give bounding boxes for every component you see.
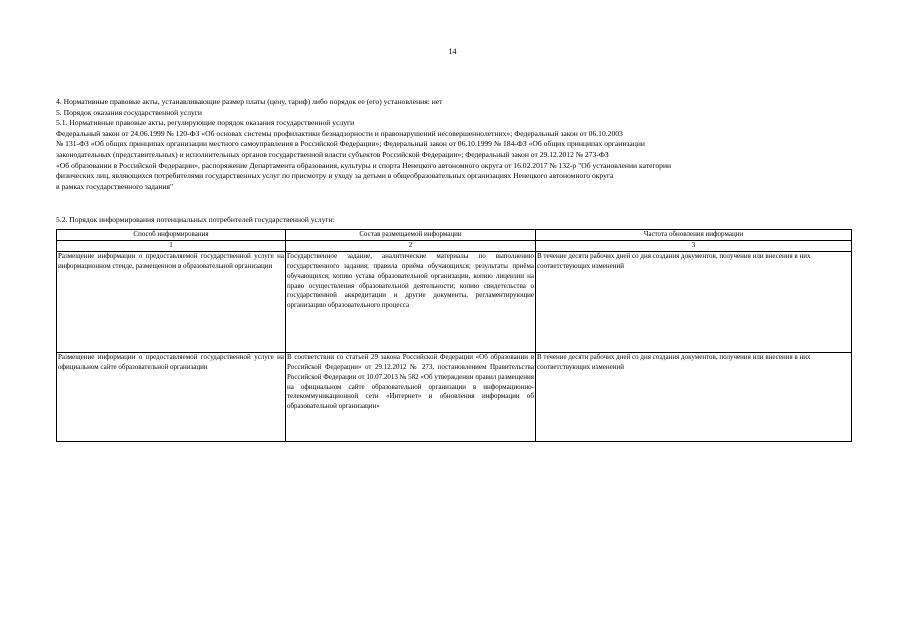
paragraph-law-line: «Об образовании в Российской Федерации», распоряжение Департамента образования, культуры и спорта Ненецкого автономного округа от 16.02.2017 № 132-р "Об установлении категории <box>56 160 672 170</box>
table-row <box>57 352 852 441</box>
cell-frequency: В течение десяти рабочих дней со дня создания документов, получения или внесения в них соответствующих изменений <box>536 352 852 441</box>
cell-method: Размещение информации о предоставляемой государственной услуге на официальном сайте образовательной организации <box>57 352 286 441</box>
paragraph-payment-acts: 4. Нормативные правовые акты, устанавливающие размер платы (цену, тариф) либо порядок ее (его) установления: нет <box>56 97 443 106</box>
cell-content: Государственное задание, аналитические материалы по выполнению государственного задания; правила приёма обучающихся; результаты приёма обучающихся; копию устава образовательной организации, копию лицензии на право осуществления образовательной деятельности; копию свидетельства о государственной аккредитации и другие документы, регламентирующие организацию образовательного процесса <box>286 251 536 352</box>
column-number: 1 <box>57 240 286 251</box>
paragraph-law-line: законодательных (представительных) и исполнительных органов государственной власти субъектов Российской Федерации»; Федеральный закон от 29.12.2012 № 273-ФЗ <box>56 149 609 159</box>
cell-method: Размещение информации о предоставляемой государственной услуге на информационном стенде, размещенном в образовательной организации <box>57 251 286 352</box>
cell-content: В соответствии со статьей 29 закона Российской Федерации «Об образовании в Российской Федерации» от 29.12.2012 № 273, постановлением Правительства Российской Федерации от 10.07.2013 № 582 «Об утверждении правил размещения на официальном сайте образовательной организации в информационно-телекоммуникационной сети «Интернет» и обновления информации об образовательной организации» <box>286 352 536 441</box>
column-number: 2 <box>286 240 536 251</box>
column-header-content: Состав размещаемой информации <box>286 230 536 241</box>
table-number-row <box>57 240 852 251</box>
cell-frequency: В течение десяти рабочих дней со дня создания документов, получения или внесения в них соответствующих изменений <box>536 251 852 352</box>
document-body <box>56 97 856 192</box>
paragraph-law-line: физических лиц, являющихся потребителями государственных услуг по присмотру и уходу за детьми в общеобразовательных организациях Ненецкого автономного округа <box>56 171 614 181</box>
paragraph-law-line: № 131-ФЗ «Об общих принципах организации местного самоуправления в Российской Федерации»; Федеральный закон от 06.10.1999 № 184-ФЗ «Об общих принципах организации <box>56 139 645 149</box>
table-header-row <box>57 230 852 241</box>
column-header-frequency: Частота обновления информации <box>536 230 852 241</box>
information-table <box>56 229 852 442</box>
column-header-method: Способ информирования <box>57 230 286 241</box>
paragraph-law-line: Федеральный закон от 24.06.1999 № 120-ФЗ «Об основах системы профилактики безнадзорности и правонарушений несовершеннолетних»; Федеральный закон от 06.10.2003 <box>56 128 623 138</box>
page-number: 14 <box>448 47 457 56</box>
paragraph-regulatory-acts: 5.1. Нормативные правовые акты, регулирующие порядок оказания государственной услуги <box>56 118 355 128</box>
paragraph-service-procedure: 5. Порядок оказания государственной услуги <box>56 107 202 117</box>
table-row <box>57 251 852 352</box>
table-caption: 5.2. Порядок информирования потенциальных потребителей государственной услуги: <box>56 215 335 224</box>
paragraph-law-line: в рамках государственного задания" <box>56 181 174 191</box>
column-number: 3 <box>536 240 852 251</box>
